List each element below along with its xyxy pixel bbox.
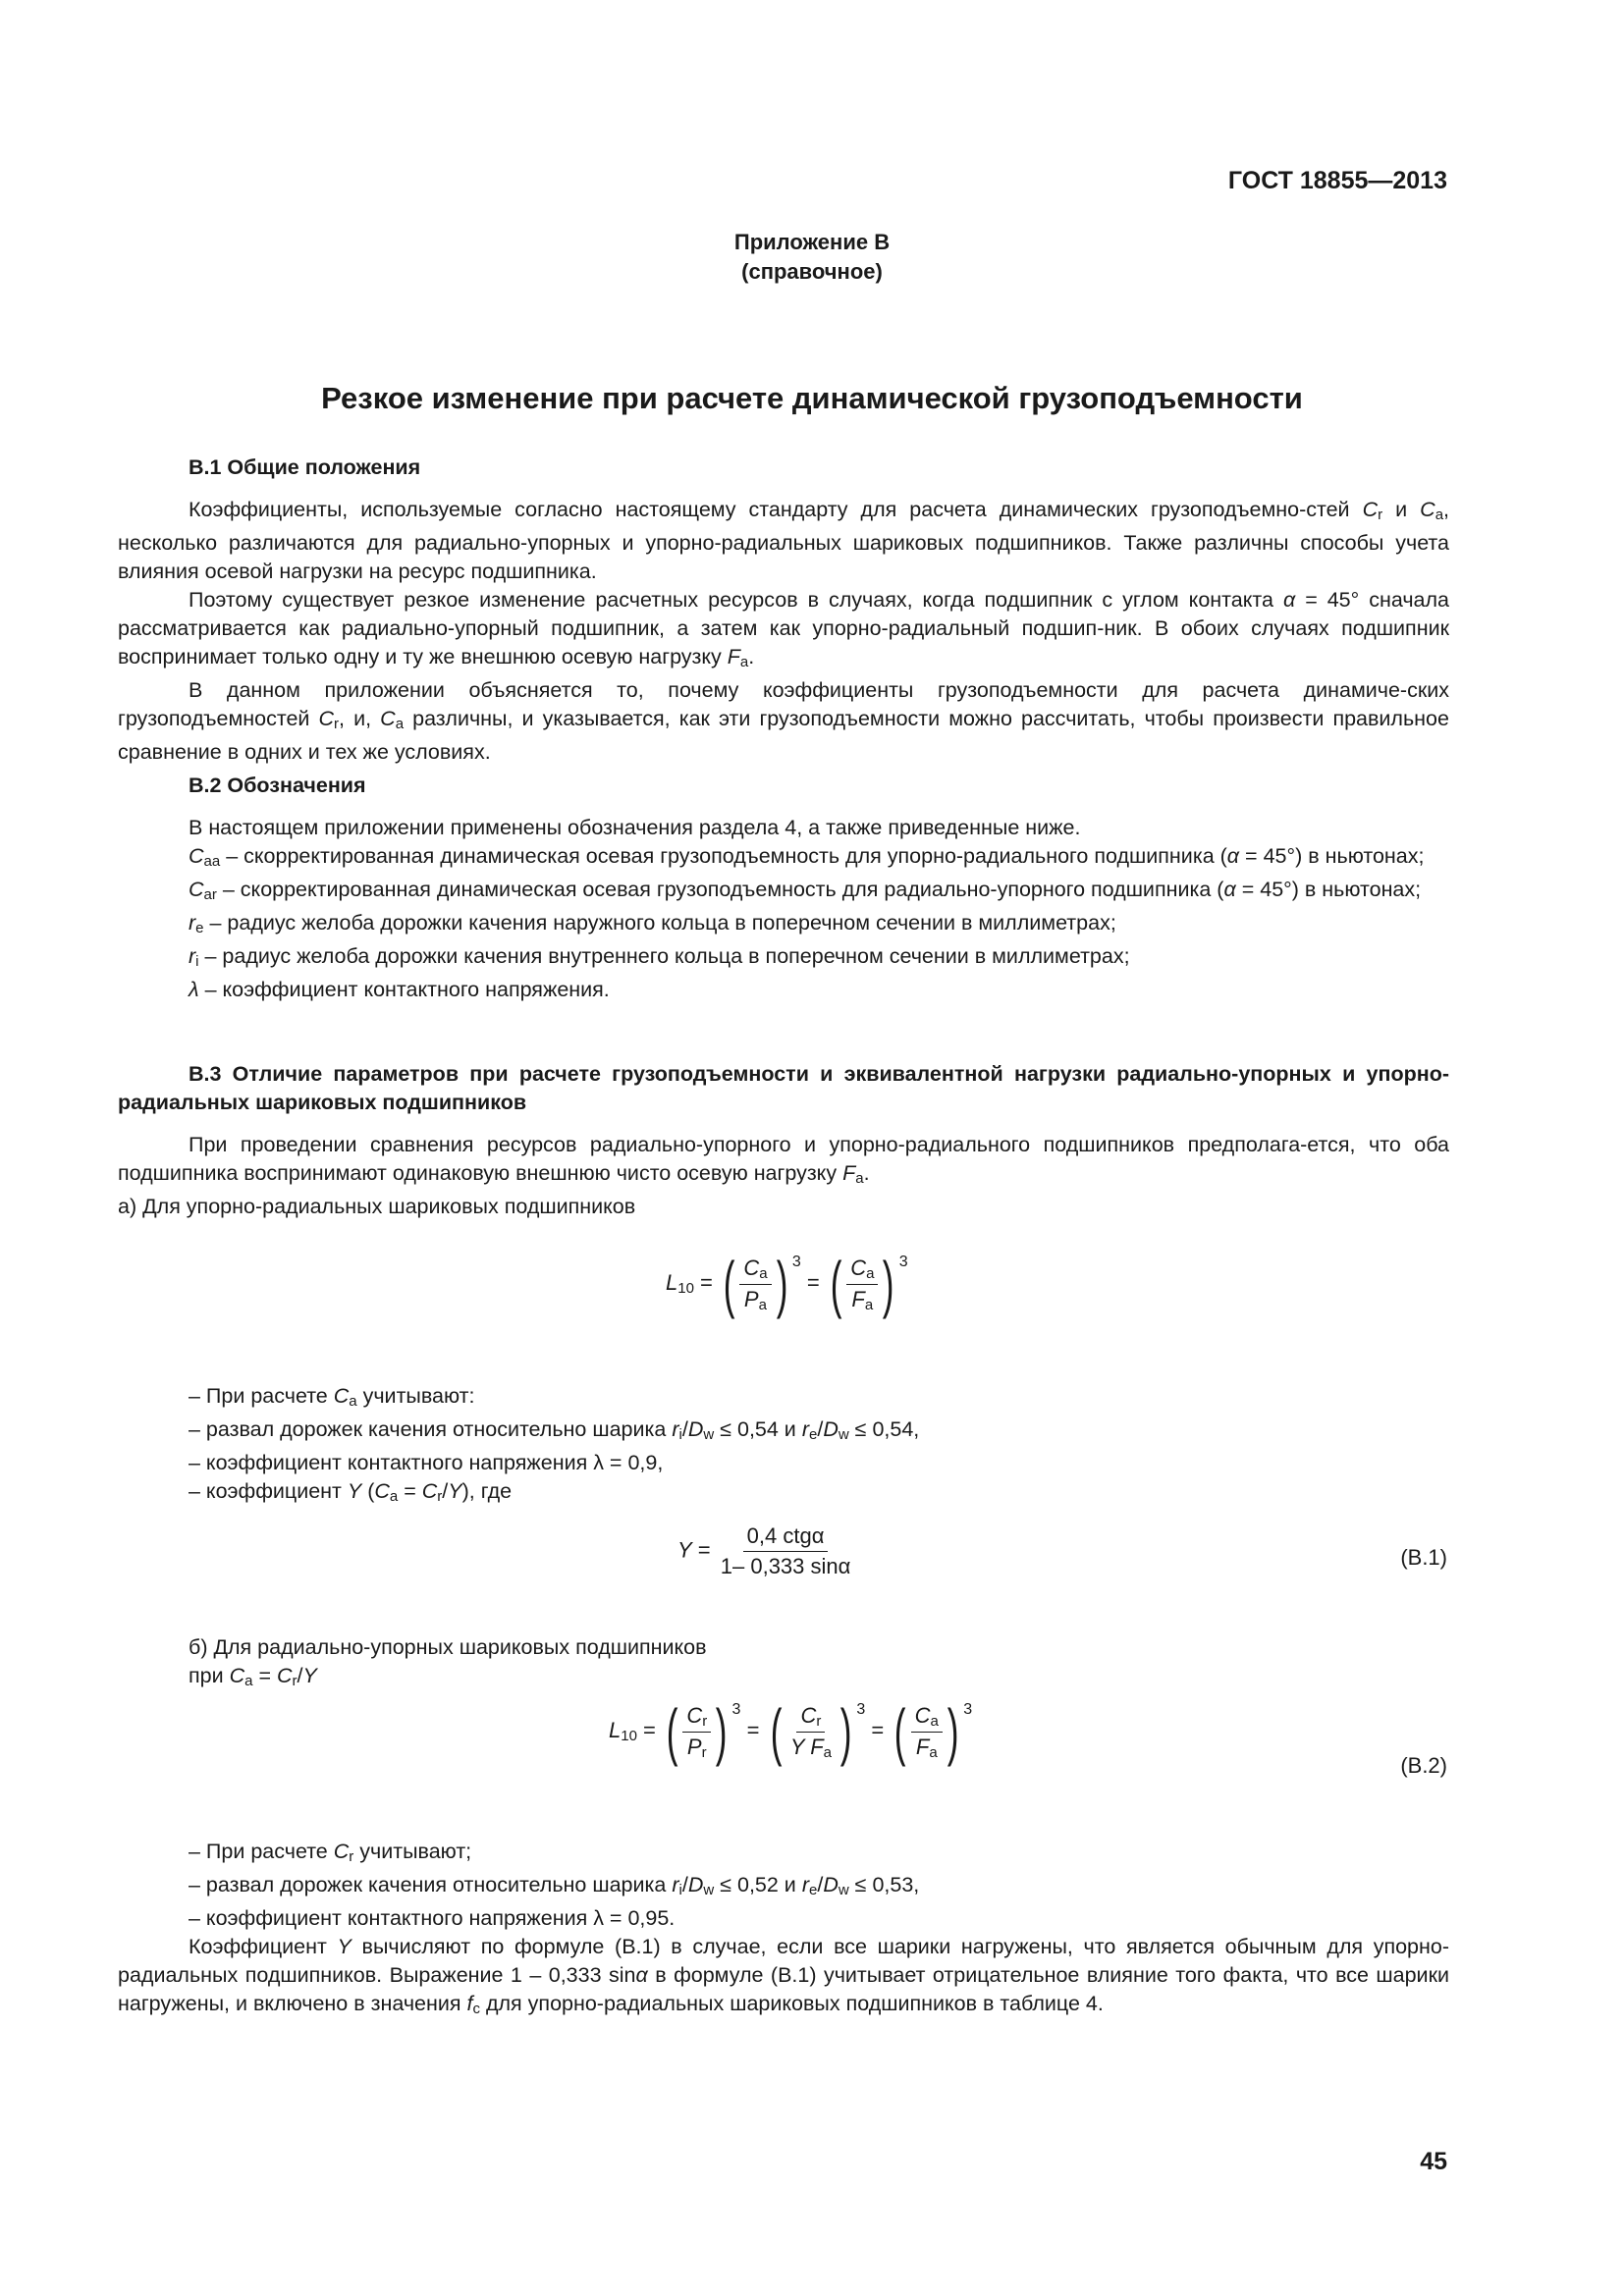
section-b1-heading: В.1 Общие положения (189, 455, 421, 479)
page-number: 45 (1420, 2148, 1447, 2175)
formula-l10-thrust: $L_{10}$ = ( $\frac{C_a}{P_a}$ ) $^3$ = ( $\frac{C_a}{F_a}$ ) $^3$ (666, 1249, 908, 1319)
formula-b2-number: (В.2) (1400, 1753, 1447, 1778)
b2-def-lambda: λ – коэффициент контактного напряжения. (189, 978, 610, 1001)
section-b3 (118, 1060, 1449, 1221)
case-a-list (118, 1382, 1449, 1511)
b-item-3: – коэффициент контактного напряжения λ = 0,95. (189, 1906, 676, 1930)
a-item-2: – развал дорожек качения относительно шарика $r_i/D_w \le 0,54$ и $r_e/D_w \le 0,54$, (189, 1417, 920, 1443)
formula-b1-number: (В.1) (1400, 1545, 1447, 1570)
b3-intro: При проведении сравнения ресурсов радиально-упорного и упорно-радиального подшипников предполага-ется, что оба подшипника воспринимают одинаковую внешнюю чисто осевую нагрузку $F_a$. (118, 1133, 1449, 1187)
formula-b2: $L_{10}$ = ( $\frac{C_r}{P_r}$ ) $^3$ = ( $\frac{C_r}{Y F_a}$ ) $^3$ = ( $\frac{C_a}{F_a}$ ) $^3$ (609, 1696, 973, 1767)
b2-def-car: $C_{ar}$ – скорректированная динамическая осевая грузоподъемность для радиально-упорного подшипника (α = 45°) в ньютонах; (189, 878, 1422, 903)
section-b2 (118, 772, 1449, 1004)
a-item-3: – коэффициент контактного напряжения λ = 0,9, (189, 1451, 664, 1474)
b1-paragraph-1: Коэффициенты, используемые согласно настоящему стандарту для расчета динамических грузоподъемно-стей $C_r$ и $C_a$, несколько различаются для радиально-упорных и упорно-радиальных шариковых подшипников. Также различны способы учета влияния осевой нагрузки на ресурс подшипника. (118, 498, 1450, 583)
case-b-label (118, 1633, 1449, 1695)
page-title: Резкое изменение при расчете динамической грузоподъемности (321, 381, 1303, 415)
standard-designation: ГОСТ 18855—2013 (1227, 167, 1447, 194)
a-item-4: – коэффициент Y $(C_a = C_r/Y)$, где (189, 1479, 513, 1505)
b2-def-caa: $C_{aa}$ – скорректированная динамическая осевая грузоподъемность для упорно-радиального подшипника (α = 45°) в ньютонах; (189, 844, 1425, 870)
section-b2-heading: В.2 Обозначения (189, 774, 366, 797)
annex-title: Приложение В (733, 230, 891, 254)
b-item-2: – развал дорожек качения относительно шарика $r_i/D_w \le 0,52$ и $r_e/D_w \le 0,53$, (189, 1873, 920, 1898)
b-label-2: при $C_a = C_r/Y$ (189, 1664, 317, 1689)
b-label-1: б) Для радиально-упорных шариковых подшипников (189, 1635, 707, 1659)
case-b-list (118, 1838, 1449, 2023)
b3-case-a-label: а) Для упорно-радиальных шариковых подшипников (118, 1195, 636, 1218)
a-item-1: – При расчете $C_a$ учитывают: (189, 1384, 475, 1410)
b2-def-ri: $r_i$ – радиус желоба дорожки качения внутреннего кольца в поперечном сечении в миллиметрах; (189, 944, 1130, 970)
final-paragraph: Коэффициент Y вычисляют по формуле (В.1) в случае, если все шарики нагружены, что является обычным для упорно-радиальных подшипников. Выражение 1 – 0,333 sinα в формуле (В.1) учитывает отрицательное влияние того факта, что все шарики нагружены, и включено в значения $f_c$ для упорно-радиальных шариковых подшипников в таблице 4. (118, 1935, 1450, 2017)
section-b1 (118, 454, 1449, 767)
b2-def-re: $r_e$ – радиус желоба дорожки качения наружного кольца в поперечном сечении в миллиметрах; (189, 911, 1116, 936)
annex-heading (0, 228, 1624, 287)
b2-intro: В настоящем приложении применены обозначения раздела 4, а также приведенные ниже. (189, 816, 1081, 839)
annex-type: (справочное) (741, 259, 883, 284)
b-item-1: – При расчете $C_r$ учитывают; (189, 1840, 472, 1865)
b1-paragraph-2: Поэтому существует резкое изменение расчетных ресурсов в случаях, когда подшипник с углом контакта α = 45° сначала рассматривается как радиально-упорный подшипник, а затем как упорно-радиальный подшип-ник. В обоих случаях подшипник воспринимает только одну и ту же внешнюю осевую нагрузку $F_a$. (118, 588, 1449, 670)
section-b3-heading: В.3 Отличие параметров при расчете грузоподъемности и эквивалентной нагрузки радиально-упорных и упорно-радиальных шариковых подшипников (118, 1062, 1449, 1114)
b1-paragraph-3: В данном приложении объясняется то, почему коэффициенты грузоподъемности для расчета динамиче-ских грузоподъемностей $C_r$, и, $C_a$ различны, и указывается, как эти грузоподъемности можно рассчитать, чтобы произвести правильное сравнение в одних и тех же условиях. (118, 678, 1449, 764)
formula-b1: Y = $\frac{\text{0,4 ctgα}}{1- 0,333 \sin\alpha}$ (677, 1523, 851, 1578)
